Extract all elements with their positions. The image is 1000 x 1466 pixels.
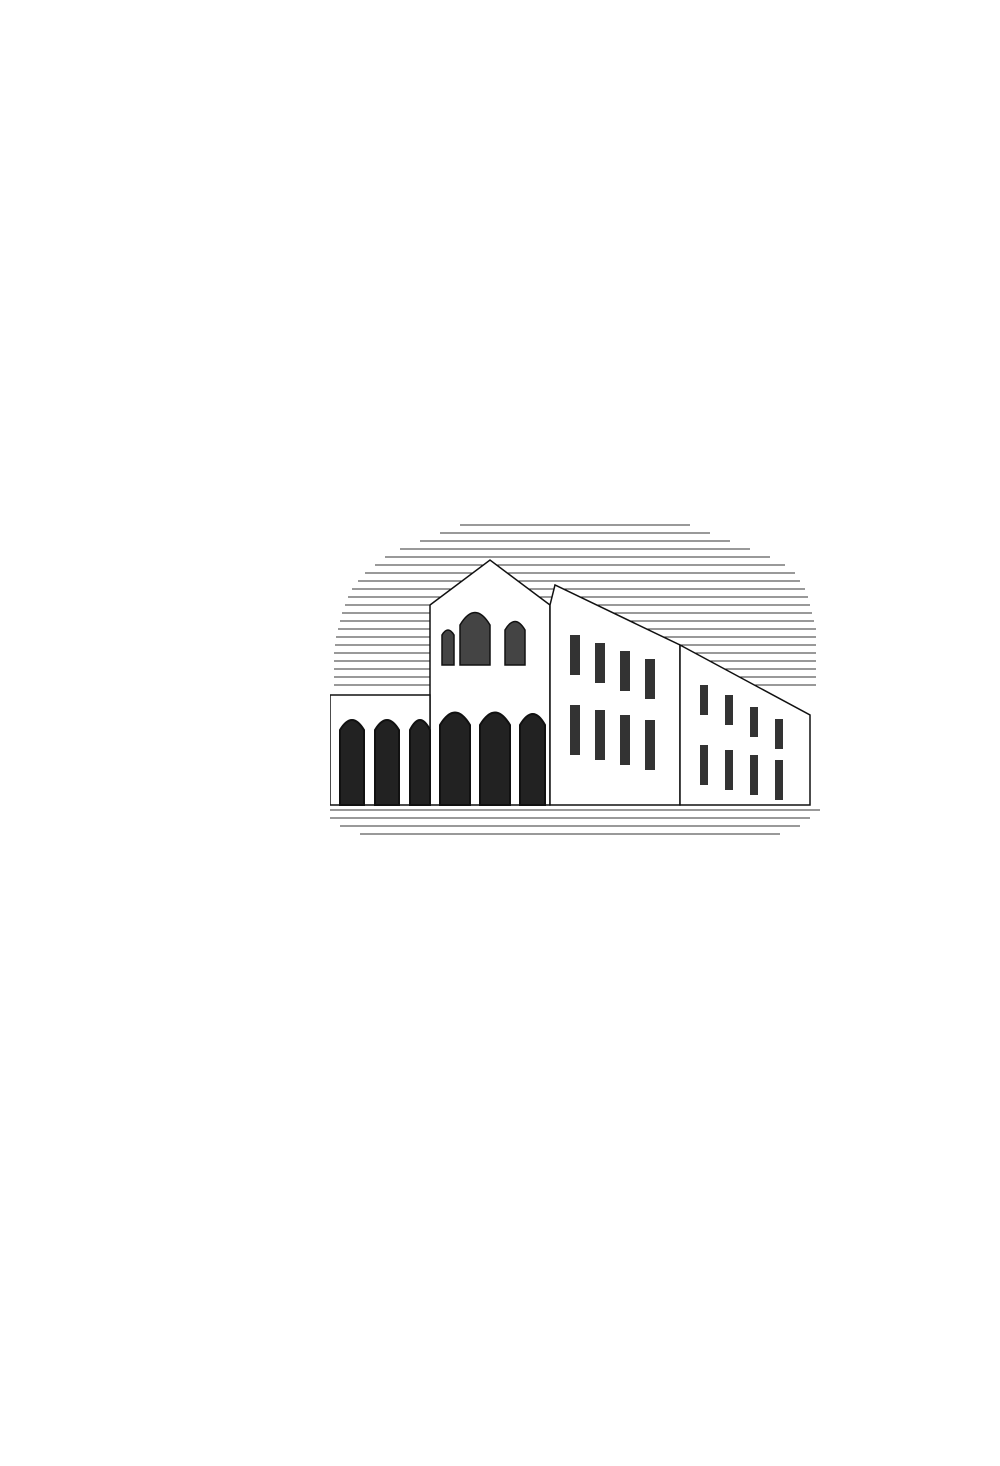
page-header xyxy=(158,140,846,180)
building-engraving-icon xyxy=(330,515,820,845)
